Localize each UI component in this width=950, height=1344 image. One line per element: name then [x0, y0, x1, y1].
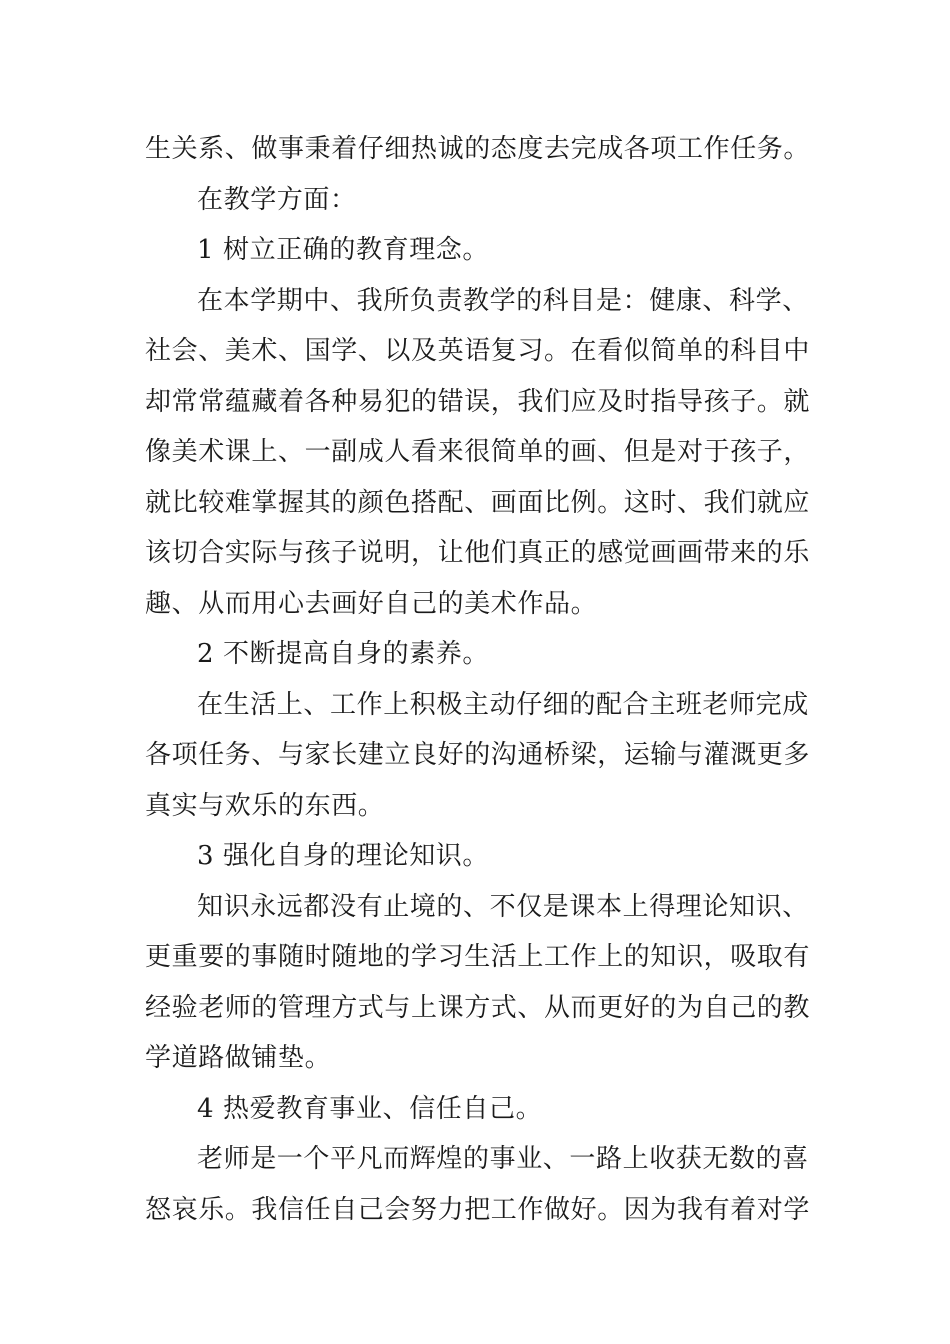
text-line: 在生活上、工作上积极主动仔细的配合主班老师完成 [197, 689, 809, 720]
text-line: 更重要的事随时随地的学习生活上工作上的知识，吸取有 [145, 942, 811, 972]
numbered-heading-3: 3 强化自身的理论知识。 [197, 841, 490, 871]
text-line: 经验老师的管理方式与上课方式、从而更好的为自己的教 [145, 992, 811, 1023]
text-line: 就比较难掌握其的颜色搭配、画面比例。这时、我们就应 [145, 487, 811, 518]
text-line: 怒哀乐。我信任自己会努力把工作做好。因为我有着对学 [145, 1194, 811, 1225]
text-line: 像美术课上、一副成人看来很简单的画、但是对于孩子， [145, 437, 811, 467]
text-line: 却常常蕴藏着各种易犯的错误，我们应及时指导孩子。就 [145, 386, 811, 417]
text-line: 该切合实际与孩子说明，让他们真正的感觉画画带来的乐 [145, 538, 811, 568]
text-line: 老师是一个平凡而辉煌的事业、一路上收获无数的喜 [197, 1144, 809, 1174]
numbered-heading-4: 4 热爱教育事业、信任自己。 [197, 1093, 543, 1124]
text-line: 知识永远都没有止境的、不仅是课本上得理论知识、 [197, 891, 809, 922]
text-line: 社会、美术、国学、以及英语复习。在看似简单的科目中 [145, 336, 811, 366]
text-line: 学道路做铺垫。 [145, 1043, 332, 1073]
text-line: 在本学期中、我所负责教学的科目是：健康、科学、 [197, 285, 809, 316]
text-line: 真实与欢乐的东西。 [145, 790, 385, 821]
numbered-heading-1: 1 树立正确的教育理念。 [197, 235, 490, 265]
document-body [145, 124, 810, 1235]
section-heading: 在教学方面： [197, 184, 357, 215]
text-line: 生关系、做事秉着仔细热诚的态度去完成各项工作任务。 [145, 134, 811, 164]
text-line: 各项任务、与家长建立良好的沟通桥梁，运输与灌溉更多 [145, 740, 811, 770]
text-line: 趣、从而用心去画好自己的美术作品。 [145, 588, 598, 619]
numbered-heading-2: 2 不断提高自身的素养。 [197, 639, 490, 669]
